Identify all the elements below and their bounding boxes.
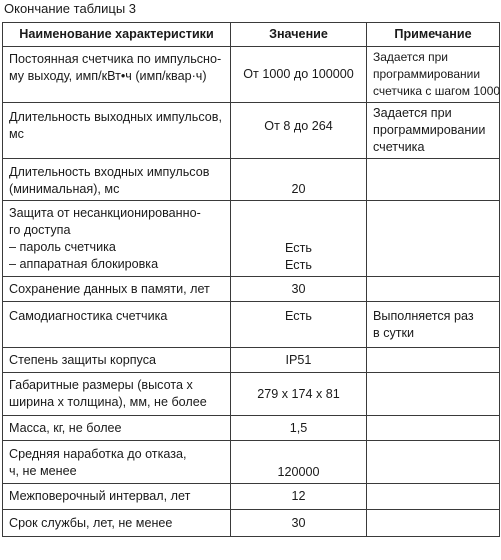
cell-line: Задается при — [373, 50, 448, 64]
table-row — [3, 201, 500, 277]
table-row — [3, 373, 500, 416]
value-cell — [231, 201, 367, 277]
value-cell — [231, 484, 367, 510]
characteristic-cell — [3, 201, 231, 277]
note-cell — [367, 302, 500, 348]
cell-line: 12 — [291, 489, 306, 503]
table-row — [3, 441, 500, 484]
cell-line: 30 — [291, 281, 306, 296]
table-row — [3, 348, 500, 373]
cell-line: Постоянная счетчика по импульсно- — [9, 52, 222, 66]
cell-line: мс — [9, 127, 24, 141]
characteristic-cell — [3, 159, 231, 201]
cell-line: ч, не менее — [9, 464, 77, 478]
note-cell — [367, 441, 500, 484]
cell-line: Есть — [285, 241, 312, 255]
cell-line: 20 — [291, 182, 306, 196]
note-cell — [367, 416, 500, 441]
cell-line: му выходу, имп/кВт•ч (имп/квар·ч) — [9, 69, 207, 83]
value-cell — [231, 103, 367, 159]
note-cell — [367, 201, 500, 277]
characteristic-cell — [3, 103, 231, 159]
characteristics-table — [2, 22, 500, 537]
table-row — [3, 510, 500, 537]
characteristic-cell — [3, 277, 231, 302]
table-header-row — [3, 23, 500, 47]
cell-line: Масса, кг, не более — [9, 420, 122, 435]
cell-line: Самодиагностика счетчика — [9, 309, 168, 323]
cell-line: Защита от несанкционированно- — [9, 206, 201, 220]
cell-line: го доступа — [9, 223, 71, 237]
value-cell — [231, 510, 367, 537]
table-row — [3, 103, 500, 159]
cell-line: Срок службы, лет, не менее — [9, 515, 173, 530]
header-value: Значение — [231, 23, 367, 47]
value-cell — [231, 47, 367, 103]
note-cell — [367, 103, 500, 159]
cell-line: (минимальная), мс — [9, 182, 120, 196]
table-caption: Окончание таблицы 3 — [4, 1, 137, 16]
characteristic-cell — [3, 373, 231, 416]
characteristic-cell — [3, 47, 231, 103]
characteristic-cell — [3, 441, 231, 484]
table-row — [3, 277, 500, 302]
table-row — [3, 47, 500, 103]
cell-line: программировании — [373, 67, 481, 81]
table-row — [3, 416, 500, 441]
cell-line: Выполняется раз — [373, 309, 474, 323]
cell-line: 279 х 174 х 81 — [257, 387, 340, 401]
cell-line: Межповерочный интервал, лет — [9, 489, 191, 503]
note-cell — [367, 47, 500, 103]
value-cell — [231, 277, 367, 302]
note-cell — [367, 348, 500, 373]
characteristic-cell — [3, 510, 231, 537]
characteristic-cell — [3, 416, 231, 441]
cell-line: Степень защиты корпуса — [9, 352, 156, 367]
cell-line: счетчика — [373, 140, 425, 154]
cell-line: программировании — [373, 123, 486, 137]
cell-line: Задается при — [373, 106, 452, 120]
cell-line: Длительность выходных импульсов, — [9, 110, 222, 124]
note-cell — [367, 277, 500, 302]
characteristic-cell — [3, 484, 231, 510]
value-cell — [231, 348, 367, 373]
value-cell — [231, 159, 367, 201]
cell-line: Габаритные размеры (высота х — [9, 378, 193, 392]
note-cell — [367, 484, 500, 510]
value-cell — [231, 416, 367, 441]
table-row — [3, 484, 500, 510]
table-row — [3, 302, 500, 348]
characteristic-cell — [3, 302, 231, 348]
value-cell — [231, 441, 367, 484]
table-row — [3, 159, 500, 201]
cell-line: – аппаратная блокировка — [9, 257, 159, 271]
cell-line: Есть — [285, 309, 312, 323]
cell-line: счетчика с шагом 1000 — [373, 84, 501, 98]
note-cell — [367, 510, 500, 537]
note-cell — [367, 373, 500, 416]
cell-line: От 8 до 264 — [264, 119, 333, 133]
cell-line: IP51 — [285, 352, 312, 367]
cell-line: – пароль счетчика — [9, 240, 116, 254]
cell-line: Длительность входных импульсов — [9, 165, 210, 179]
cell-line: Сохранение данных в памяти, лет — [9, 281, 210, 296]
characteristic-cell — [3, 348, 231, 373]
cell-line: 120000 — [277, 465, 320, 479]
cell-line: 1,5 — [289, 420, 308, 435]
value-cell — [231, 373, 367, 416]
header-note: Примечание — [367, 23, 500, 47]
value-cell — [231, 302, 367, 348]
cell-line: ширина х толщина), мм, не более — [9, 395, 207, 409]
cell-line: Средняя наработка до отказа, — [9, 447, 187, 461]
cell-line: в сутки — [373, 326, 415, 340]
header-characteristic: Наименование характеристики — [3, 23, 231, 47]
cell-line: Есть — [285, 258, 312, 272]
cell-line: 30 — [291, 515, 306, 530]
note-cell — [367, 159, 500, 201]
cell-line: От 1000 до 100000 — [243, 67, 354, 81]
